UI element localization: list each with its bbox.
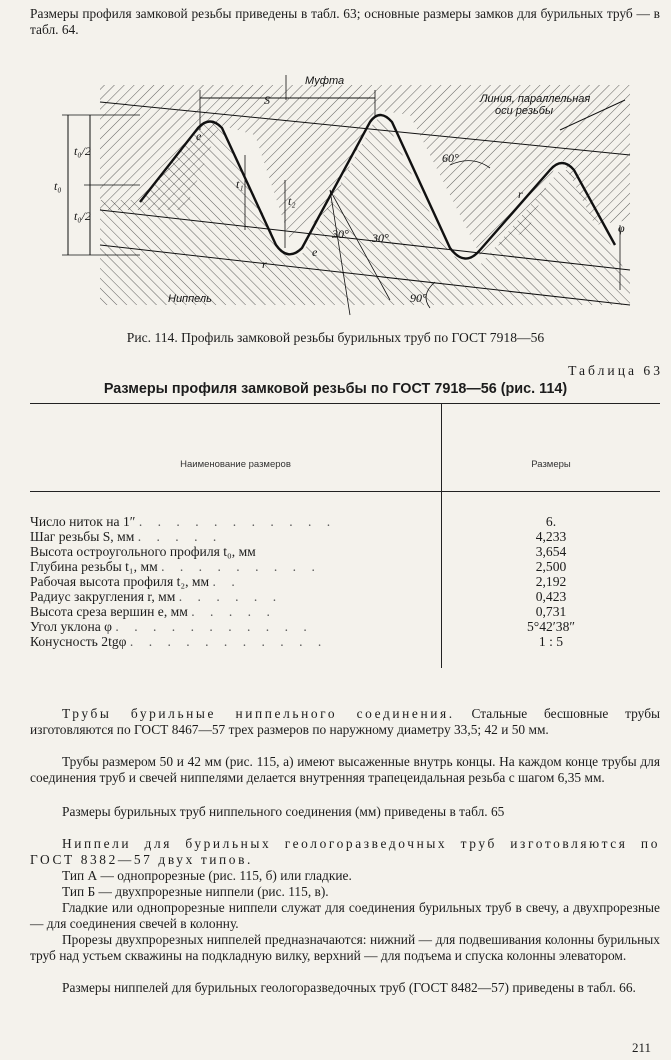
- label-e-top: e: [196, 129, 202, 143]
- label-90: 90°: [410, 291, 427, 305]
- page-number: 211: [631, 1040, 651, 1055]
- paragraph-type-b: Тип Б — двухпрорезные ниппели (рис. 115, в).: [62, 884, 329, 899]
- label-r-right: r: [518, 187, 523, 201]
- label-r-left: r: [262, 257, 267, 271]
- table-row: Радиус закругления r, мм . . . . . . 0,423: [30, 589, 567, 604]
- table-row: Высота среза вершин e, мм . . . . . 0,731: [30, 604, 567, 619]
- label-nipple: Ниппель: [168, 293, 212, 305]
- table-row: Высота остроугольного профиля t₀, мм 3,654: [30, 544, 567, 559]
- intro-paragraph: Размеры профиля замковой резьбы приведены в табл. 63; основные размеры замков для бурильных труб — в табл. 64.: [30, 6, 660, 37]
- paragraph-slots: Прорезы двухпрорезных ниппелей предназначаются: нижний — для подвешивания колонны бурильных труб над устьем скважины на подкладную вилку, верхний — для подъема и спуска колонны элеватором.: [30, 932, 660, 963]
- table-row: Угол уклона φ . . . . . . . . . . . 5°42′38″: [30, 619, 576, 634]
- figure-caption: Рис. 114. Профиль замковой резьбы бурильных труб по ГОСТ 7918—56: [126, 330, 545, 345]
- label-line-parallel-2: оси резьбы: [495, 105, 554, 117]
- label-phi: φ: [618, 221, 625, 235]
- paragraph-pipes: Трубы бурильные ниппельного соединения. Стальные бесшовные трубы изготовляются по ГОСТ 8467—57 трех размеров по наружному диаметру 33,5; 42 и 50 мм.: [30, 706, 661, 737]
- label-t1: t₁: [236, 177, 244, 191]
- table-title: Размеры профиля замковой резьбы по ГОСТ 7918—56 (рис. 114): [103, 381, 568, 397]
- label-t0: t₀: [54, 179, 62, 193]
- table-row: Шаг резьбы S, мм . . . . . 4,233: [30, 529, 567, 544]
- table-label: Таблица 63: [568, 363, 663, 378]
- table-top-rule: [30, 403, 660, 404]
- thread-profile-figure: [40, 70, 650, 320]
- label-S: S: [264, 93, 270, 107]
- paragraph-table66-ref: Размеры ниппелей для бурильных геологоразведочных труб (ГОСТ 8482—57) приведены в табл. 66.: [62, 980, 636, 995]
- table-row: Число ниток на 1″ . . . . . . . . . . . 6.: [30, 514, 557, 529]
- paragraph-nipple-use: Гладкие или однопрорезные ниппели служат для соединения бурильных труб в свечу, а двухпрорезные — для соединения свечей в колонну.: [30, 900, 660, 931]
- table-row: Рабочая высота профиля t₂, мм . . 2,192: [30, 574, 567, 589]
- paragraph-nipples: Ниппели для бурильных геологоразведочных труб изготовляются по ГОСТ 8382—57 двух типов.: [30, 836, 660, 867]
- table-row: Конусность 2tgφ . . . . . . . . . . . 1 : 5: [30, 634, 564, 649]
- label-t0-half-top: t₀/2: [74, 144, 91, 158]
- table-header-rule: [30, 491, 660, 492]
- label-e-bottom: e: [312, 245, 318, 259]
- paragraph-type-a: Тип А — однопрорезные (рис. 115, б) или гладкие.: [62, 868, 352, 883]
- paragraph-table65-ref: Размеры бурильных труб ниппельного соединения (мм) приведены в табл. 65: [62, 804, 505, 819]
- header-value: Размеры: [531, 459, 571, 470]
- paragraph-heading: Трубы бурильные ниппельного соединения.: [62, 706, 455, 721]
- label-t2: t₂: [288, 194, 296, 208]
- header-name: Наименование размеров: [180, 459, 291, 470]
- paragraph-pipe-sizes: Трубы размером 50 и 42 мм (рис. 115, а) имеют высаженные внутрь концы. На каждом конце трубы для соединения труб и свечей ниппелями делается внутренняя трапецеидальная резьба с шагом 6,35 мм.: [30, 754, 660, 785]
- label-line-parallel-1: Линия, параллельная: [480, 93, 591, 105]
- label-30-left: 30°: [332, 227, 349, 241]
- label-60: 60°: [442, 151, 459, 165]
- label-t0-half-bottom: t₀/2: [74, 209, 91, 223]
- table-row: Глубина резьбы t₁, мм . . . . . . . . . 2,500: [30, 559, 567, 574]
- label-30-right: 30°: [372, 231, 389, 245]
- label-muft: Муфта: [305, 75, 345, 87]
